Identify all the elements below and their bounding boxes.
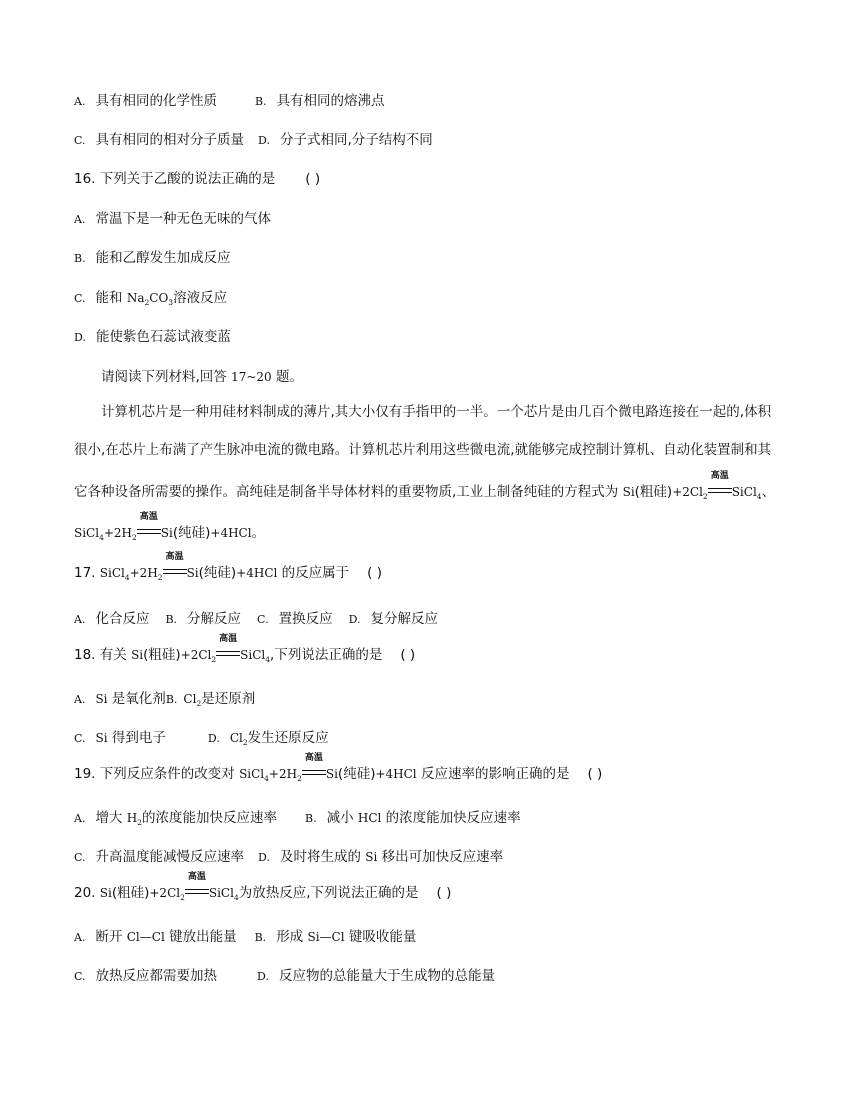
- option-text: 升高温度能减慢反应速率: [95, 849, 245, 865]
- q20-options-ab: [74, 928, 416, 946]
- option-label: B.: [254, 95, 267, 108]
- subscript: 4: [264, 774, 269, 783]
- option-text: 减小: [326, 810, 358, 826]
- option-label: D.: [74, 331, 86, 344]
- q15-options-cd: [74, 131, 433, 149]
- reaction-condition: 高温: [187, 872, 206, 882]
- formula: Si: [95, 692, 108, 706]
- punctuation: 、: [761, 484, 776, 500]
- option-label: C.: [74, 134, 86, 147]
- option-text: 复分解反应: [370, 611, 439, 627]
- formula: Cl—Cl: [126, 930, 165, 944]
- subscript: 3: [168, 298, 174, 307]
- subscript: 2: [157, 573, 163, 582]
- option-text: 常温下是一种无色无味的气体: [95, 211, 271, 227]
- reaction-arrow: [302, 753, 326, 783]
- option-text: 移出可加快反应速率: [377, 849, 504, 865]
- subscript: 4: [124, 573, 130, 582]
- formula: Si: [160, 526, 173, 540]
- reaction-condition: 高温: [304, 753, 323, 763]
- subscript: 4: [233, 893, 239, 902]
- option-label: C.: [257, 613, 269, 626]
- question-20-stem: [74, 872, 452, 902]
- subscript: 4: [99, 533, 104, 542]
- option-label: D.: [348, 613, 361, 626]
- subscript: 2: [242, 738, 248, 747]
- option-text: 分解反应: [187, 611, 242, 627]
- answer-paren: ( ): [305, 171, 321, 187]
- option-text: 具有相同的化学性质: [95, 93, 217, 109]
- question-text: 为放热反应,下列说法正确的是: [238, 885, 419, 901]
- formula: +2H: [129, 566, 158, 580]
- formula: Si: [99, 886, 112, 900]
- subscript: 2: [137, 818, 142, 827]
- formula: SiCl: [99, 566, 125, 580]
- formula: SiCl: [74, 526, 100, 540]
- option-text: 化合反应: [95, 611, 150, 627]
- q16-option-c: [74, 289, 227, 307]
- paragraph-text: 它各种设备所需要的操作。高纯硅是制备半导体材料的重要物质,工业上制备纯硅的方程式为: [74, 484, 623, 500]
- option-label: C.: [74, 970, 86, 983]
- answer-paren: ( ): [587, 766, 603, 782]
- reaction-condition: 高温: [139, 512, 158, 522]
- question-18-stem: [74, 634, 416, 664]
- formula: SiCl: [240, 648, 266, 662]
- question-text: 反应速率的影响正确的是: [416, 766, 570, 782]
- option-text: 断开: [95, 929, 127, 945]
- formula: +2Cl: [672, 485, 703, 499]
- formula: Si: [131, 648, 144, 662]
- formula: +2Cl: [149, 886, 181, 900]
- reaction-arrow: [708, 471, 732, 501]
- q16-option-b: [74, 249, 231, 267]
- formula-note: (粗硅): [634, 484, 673, 500]
- option-text: 具有相同的熔沸点: [276, 93, 385, 109]
- q16-option-a: [74, 210, 271, 228]
- option-text: 分子式相同,分子结构不同: [279, 132, 433, 148]
- option-label: B.: [254, 931, 267, 944]
- option-text: 能和乙醇发生加成反应: [95, 250, 231, 266]
- formula: +2H: [268, 767, 298, 781]
- reading-paragraph-line-2: [74, 441, 771, 459]
- formula: CO: [149, 291, 169, 305]
- option-label: A.: [74, 693, 86, 706]
- formula: Na: [126, 291, 145, 305]
- option-label: A.: [74, 95, 86, 108]
- option-text: 具有相同的相对分子质量: [95, 132, 245, 148]
- formula: HCl: [357, 811, 382, 825]
- subscript: 2: [196, 699, 202, 708]
- option-text: 是氧化剂: [107, 691, 166, 707]
- option-text: 置换反应: [278, 611, 333, 627]
- question-text: ,下列说法正确的是: [270, 647, 383, 663]
- formula-note: (纯硅): [172, 525, 211, 541]
- formula: +2H: [103, 526, 133, 540]
- option-text: 及时将生成的: [279, 849, 366, 865]
- option-label: C.: [74, 292, 86, 305]
- option-label: B.: [165, 693, 178, 706]
- reading-paragraph-line-1: [101, 403, 771, 421]
- option-label: A.: [74, 812, 86, 825]
- reading-intro: [101, 368, 303, 386]
- paragraph-text: 计算机芯片是一种用硅材料制成的薄片,其大小仅有手指甲的一半。一个芯片是由几百个微电路连接在一起的,体积: [101, 404, 772, 420]
- option-text: 溶液反应: [173, 290, 228, 306]
- reaction-condition: 高温: [219, 634, 238, 644]
- subscript: 2: [180, 893, 185, 902]
- option-label: D.: [258, 134, 270, 147]
- paragraph-text: 很小,在芯片上布满了产生脉冲电流的微电路。计算机芯片利用这些微电流,就能够完成控制计算机、自动化装置制和其: [74, 442, 772, 458]
- formula: Si: [95, 731, 108, 745]
- formula: Si: [186, 566, 199, 580]
- formula-note: (粗硅): [111, 885, 150, 901]
- answer-paren: ( ): [367, 565, 382, 581]
- option-text: 的浓度能加快反应速率: [381, 810, 521, 826]
- subscript: 2: [144, 298, 150, 307]
- option-text: 是还原剂: [201, 691, 256, 707]
- formula: +4HCl: [210, 526, 252, 540]
- formula: Si: [622, 485, 635, 499]
- q16-option-d: [74, 328, 231, 346]
- formula: H: [126, 811, 138, 825]
- option-label: D.: [207, 732, 220, 745]
- option-label: C.: [74, 732, 86, 745]
- option-label: D.: [257, 970, 269, 983]
- option-text: 的浓度能加快反应速率: [142, 810, 277, 826]
- option-label: B.: [305, 812, 317, 825]
- question-text: 16. 下列关于乙酸的说法正确的是: [74, 171, 276, 187]
- formula: SiCl: [239, 767, 265, 781]
- formula: Si: [325, 767, 338, 781]
- question-text: 18. 有关: [74, 647, 132, 663]
- reading-paragraph-line-4: [74, 512, 266, 542]
- formula: Si—Cl: [307, 930, 345, 944]
- question-text: 19. 下列反应条件的改变对: [74, 766, 240, 782]
- option-label: A.: [74, 931, 86, 944]
- option-text: 反应物的总能量大于生成物的总能量: [278, 968, 495, 984]
- q19-options-cd: [74, 848, 503, 866]
- reaction-condition: 高温: [165, 552, 184, 562]
- option-label: D.: [258, 851, 270, 864]
- question-16-stem: [74, 170, 320, 188]
- option-text: 能和: [95, 290, 127, 306]
- formula-note: (纯硅): [198, 565, 237, 581]
- punctuation: 。: [251, 525, 266, 541]
- option-text: 能使紫色石蕊试液变蓝: [95, 329, 231, 345]
- answer-paren: ( ): [400, 647, 416, 663]
- formula: +4HCl: [236, 566, 278, 580]
- question-text: 的反应属于: [277, 565, 350, 581]
- subscript: 4: [756, 492, 762, 501]
- q15-options-ab: [74, 92, 385, 110]
- formula: +2Cl: [180, 648, 212, 662]
- option-text: 增大: [95, 810, 127, 826]
- reaction-arrow: [185, 872, 209, 902]
- subscript: 2: [211, 655, 217, 664]
- q20-options-cd: [74, 967, 495, 985]
- option-text: 放热反应都需要加热: [95, 968, 218, 984]
- formula-note: (粗硅): [143, 647, 181, 663]
- formula: SiCl: [731, 485, 757, 499]
- answer-paren: ( ): [436, 885, 452, 901]
- formula: Si: [365, 850, 378, 864]
- subscript: 4: [265, 655, 271, 664]
- reading-paragraph-line-3: [74, 471, 776, 501]
- question-range: 17~20: [231, 370, 272, 384]
- formula: Cl: [183, 692, 197, 706]
- question-number: 20.: [74, 885, 100, 901]
- option-label: C.: [74, 851, 86, 864]
- formula: Cl: [229, 731, 243, 745]
- subscript: 2: [297, 774, 302, 783]
- option-text: 键吸收能量: [344, 929, 417, 945]
- option-text: 发生还原反应: [247, 730, 329, 746]
- q18-options-cd: [74, 729, 329, 747]
- formula-note: (纯硅): [337, 766, 376, 782]
- option-label: A.: [74, 213, 86, 226]
- intro-text: 请阅读下列材料,回答: [101, 369, 232, 385]
- q18-options-ab: [74, 690, 255, 708]
- q17-options: [74, 610, 438, 628]
- question-19-stem: [74, 753, 603, 783]
- option-text: 键放出能量: [164, 929, 237, 945]
- intro-text: 题。: [271, 369, 303, 385]
- option-text: 得到电子: [107, 730, 166, 746]
- reaction-arrow: [216, 634, 240, 664]
- formula: +4HCl: [375, 767, 417, 781]
- formula: SiCl: [208, 886, 234, 900]
- option-text: 形成: [276, 929, 308, 945]
- question-17-stem: [74, 552, 382, 582]
- subscript: 2: [132, 533, 137, 542]
- question-number: 17.: [74, 565, 100, 581]
- reaction-arrow: [163, 552, 187, 582]
- subscript: 2: [702, 492, 708, 501]
- option-label: A.: [74, 613, 86, 626]
- q19-options-ab: [74, 809, 521, 827]
- option-label: B.: [165, 613, 178, 626]
- reaction-condition: 高温: [710, 471, 729, 481]
- reaction-arrow: [137, 512, 161, 542]
- option-label: B.: [74, 252, 86, 265]
